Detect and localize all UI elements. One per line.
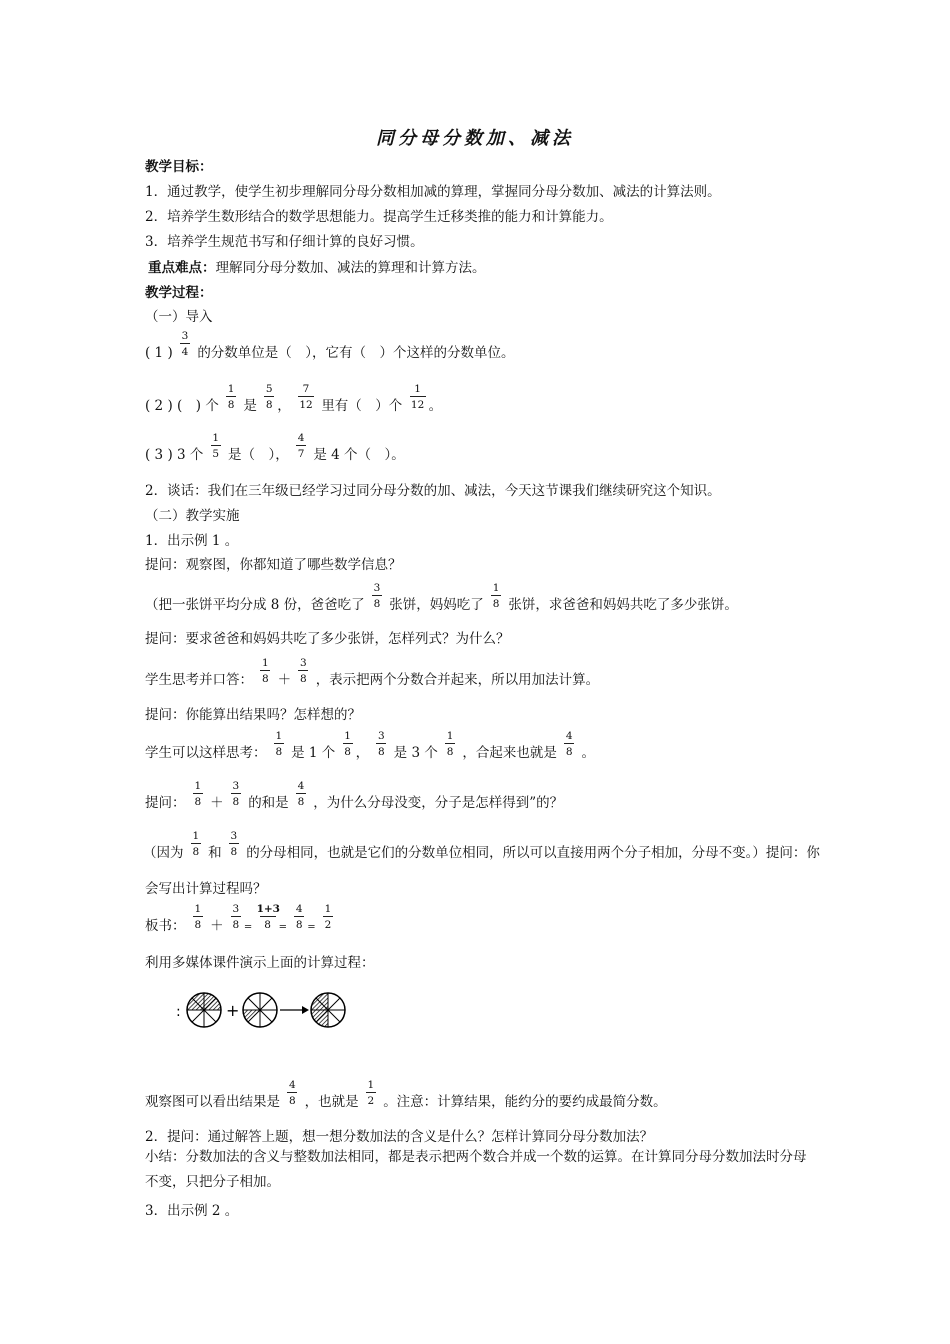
question-2: ( 2 ) ( ) 个 $\frac{1}{8}$ 是 $\frac{5}{8}$ ， $\frac{7}{12}$ 里有（ ）个 $\frac{1}{12}$ 。	[145, 383, 443, 414]
ask-5: 2．提问：通过解答上题，想一想分数加法的含义是什么？怎样计算同分母分数加法？	[145, 1129, 654, 1145]
fraction: $\frac{3}{8}$	[300, 657, 307, 685]
process-heading: 教学过程：	[145, 285, 213, 301]
pie-three-eighths	[243, 993, 277, 1027]
fraction: $\frac{1}{8}$	[446, 730, 454, 758]
student-answer: 学生思考并口答： $\frac{1}{8}$ ＋ $\frac{3}{8}$ ，表示把两个分数合并起来，所以用加法计算。	[145, 657, 600, 688]
fraction: $\frac{4}{8}$	[565, 730, 573, 758]
goal-2: 2．培养学生数形结合的数学思想能力。提高学生迁移类推的能力和计算能力。	[145, 209, 613, 225]
fraction: $\frac{1}{8}$	[227, 383, 235, 411]
student-thinking: 学生可以这样思考： $\frac{1}{8}$ 是 1 个 $\frac{1}{8}$ ， $\frac{3}{8}$ 是 3 个 $\frac{1}{8}$ ，合起来也就是 $\frac{4}{8}$ 。	[145, 730, 596, 761]
goal-1: 1．通过教学，使学生初步理解同分母分数相加减的算理，掌握同分母分数加、减法的计算法则。	[145, 184, 721, 200]
fraction: $\frac{1}{8}$	[192, 830, 200, 858]
goals-heading: 教学目标：	[145, 159, 213, 175]
fraction: $\frac{3}{8}$	[232, 780, 240, 808]
fraction: $\frac{1}{5}$	[212, 432, 220, 460]
fraction: $\frac{1}{2}$	[367, 1079, 375, 1107]
example-2: 3．出示例 2 。	[145, 1203, 239, 1219]
pie-one-eighth	[187, 993, 221, 1027]
fraction: $\frac{1}{8}$	[194, 780, 202, 808]
ask-4: 提问： $\frac{1}{8}$ ＋ $\frac{3}{8}$ 的和是 $\frac{4}{8}$ ，为什么分母没变，分子是怎样得到”的？	[145, 780, 564, 811]
ask-1: 提问：观察图，你都知道了哪些数学信息？	[145, 557, 402, 573]
fraction: $\frac{1}{8}$	[492, 582, 500, 610]
ask-3: 提问：你能算出结果吗？怎样想的？	[145, 707, 361, 723]
question-1: ( 1 ) $\frac{3}{4}$ 的分数单位是（ ），它有（ ）个这样的分数单位。	[145, 330, 515, 361]
fraction: $\frac{7}{12}$	[299, 383, 313, 411]
fraction: $\frac{1}{8}$	[275, 730, 283, 758]
observe-text: 观察图可以看出结果是 $\frac{4}{8}$ ，也就是 $\frac{1}{2}$ 。注意：计算结果，能约分的要约成最简分数。	[145, 1079, 667, 1110]
ask-2: 提问：要求爸爸和妈妈共吃了多少张饼，怎样列式？为什么？	[145, 631, 510, 647]
fraction: $\frac{3}{8}$	[373, 582, 381, 610]
fraction: $\frac{4}{8}$	[288, 1079, 296, 1107]
question-3: ( 3 ) 3 个 $\frac{1}{5}$ 是（ ）， $\frac{4}{7}$ 是 4 个（ ）。	[145, 432, 405, 463]
fraction: $\frac{4}{7}$	[297, 432, 305, 460]
example-1: 1．出示例 1 。	[145, 533, 239, 549]
diagram-colon: :	[176, 1004, 181, 1020]
key-points: 重点难点：理解同分母分数加、减法的算理和计算方法。	[148, 260, 486, 276]
board-writing: 板书： $\frac{1}{8}$ ＋ $\frac{3}{8}$ = $\frac{1+3}{8}$ = $\frac{4}{8}$ = $\frac{1}{2}$	[145, 914, 336, 934]
pie-four-eighths	[311, 993, 345, 1027]
fraction: $\frac{1}{2}$	[324, 903, 332, 931]
summary-text: 小结：分数加法的含义与整数加法相同，都是表示把两个数合并成一个数的运算。在计算同分母分数加法时分母不变，只把分子相加。	[145, 1149, 807, 1190]
talk-text: 2．谈话：我们在三年级已经学习过同分母分数的加、减法，今天这节课我们继续研究这个知识。	[145, 483, 721, 499]
fraction-pie-diagram	[170, 988, 360, 1034]
because-text: （因为 $\frac{1}{8}$ 和 $\frac{3}{8}$ 的分母相同，也就是它们的分数单位相同，所以可以直接用两个分子相加，分母不变。）提问：你	[143, 830, 820, 861]
section-implementation: （二）教学实施	[145, 508, 240, 524]
fraction: $\frac{1+3}{8}$	[256, 903, 280, 931]
fraction: $\frac{4}{8}$	[295, 903, 303, 931]
fraction: $\frac{1}{8}$	[344, 730, 351, 758]
diagram-plus: +	[226, 1001, 240, 1020]
section-intro: （一）导入	[145, 309, 213, 325]
info-text: （把一张饼平均分成 8 份，爸爸吃了 $\frac{3}{8}$ 张饼，妈妈吃了 $\frac{1}{8}$ 张饼，求爸爸和妈妈共吃了多少张饼。	[145, 582, 738, 613]
fraction: $\frac{3}{8}$	[232, 903, 240, 931]
page-title: 同分母分数加、减法	[376, 128, 574, 149]
fraction: $\frac{3}{8}$	[378, 730, 385, 758]
fraction: $\frac{1}{12}$	[410, 383, 425, 411]
fraction: $\frac{5}{8}$	[265, 383, 273, 411]
fraction: $\frac{3}{8}$	[230, 830, 238, 858]
fraction: $\frac{1}{8}$	[194, 903, 202, 931]
because-text-cont: 会写出计算过程吗？	[145, 881, 267, 897]
fraction: $\frac{1}{8}$	[261, 657, 269, 685]
fraction: $\frac{4}{8}$	[297, 780, 305, 808]
media-text: 利用多媒体课件演示上面的计算过程：	[145, 955, 375, 971]
goal-3: 3．培养学生规范书写和仔细计算的良好习惯。	[145, 234, 424, 250]
fraction: $\frac{3}{4}$	[181, 330, 189, 358]
